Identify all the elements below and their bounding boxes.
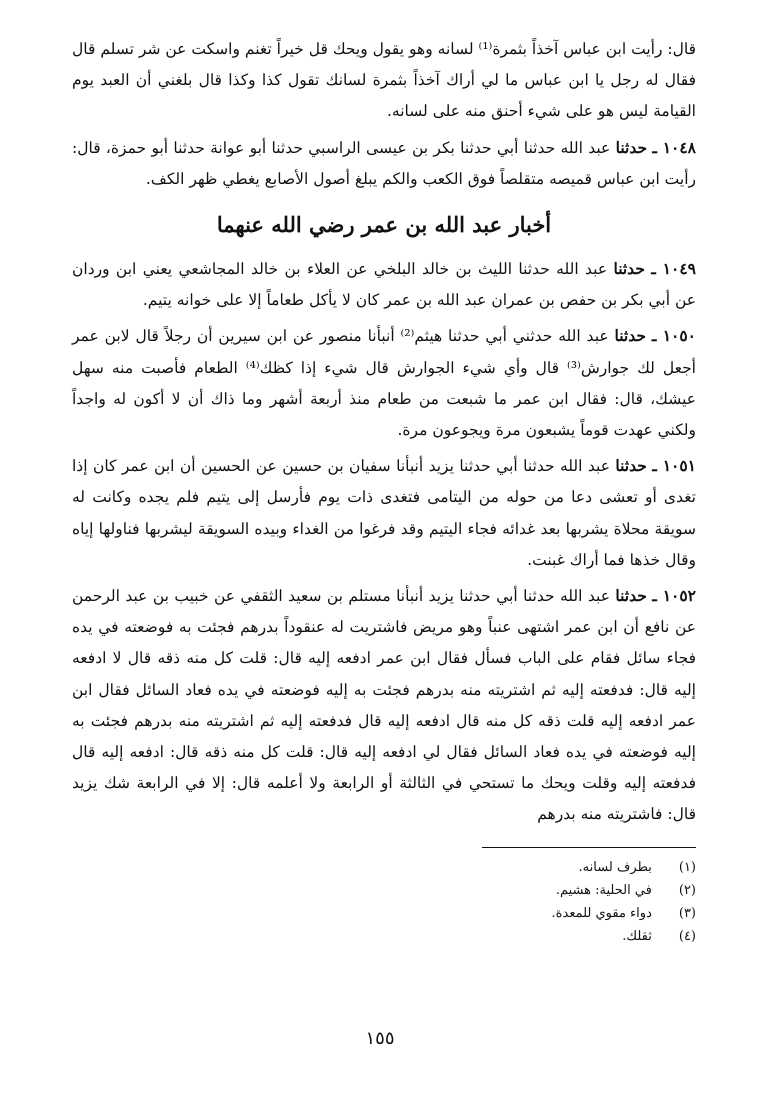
hadith-text: عبد الله حدثنا أبي حدثنا بكر بن عيسى الراسبي حدثنا أبو عوانة حدثنا أبو حمزة، قال: رأيت ابن عباس قميصه متقلصاً فوق الكعب والكم يبلغ أصول الأصابع يغطي ظهر الكف. xyxy=(72,138,696,188)
hadith-number: ١٠٤٩ ـ xyxy=(651,259,696,279)
hadith-keyword: حدثنا xyxy=(615,586,647,606)
footnote-number: (٤) xyxy=(678,928,696,944)
footnote-item xyxy=(72,879,696,902)
hadith-keyword: حدثنا xyxy=(615,456,647,476)
section-heading: أخبار عبد الله بن عمر رضي الله عنهما xyxy=(216,212,552,238)
hadith-1050 xyxy=(72,320,696,446)
hadith-text: عبد الله حدثنا الليث بن خالد البلخي عن العلاء بن خالد المجاشعي يعني ابن وردان عن أبي بكر بن حفص بن عمران عبد الله بن عمر كان لا يأكل طعاماً إلا على خوانه يتيم. xyxy=(72,260,696,310)
footnote-number: (٣) xyxy=(678,905,696,921)
hadith-keyword: حدثنا xyxy=(615,137,648,157)
hadith-1052 xyxy=(72,580,696,831)
footnotes xyxy=(72,856,696,948)
hadith-text: عبد الله حدثنا أبي حدثنا يزيد أنبأنا مستلم بن سعيد الثقفي عن خبيب بن عبد الرحمن عن نافع أن ابن عمر اشتهى عنباً وهو مريض فاشتريت له عنقوداً بدرهم فجئت به فوضعته في يده فجاء سائل فقام على الباب فسأل فقال ابن عمر ادفعه إليه قال: قلت كل منه ذقه قال لا ادفعه إليه قال: فدفعته إليه ثم اشتريته منه بدرهم فجئت به إليه فوضعته في يده فعاد السائل فقال ابن عمر ادفعه إليه قلت ذقه كل منه قال ادفعه إليه قال فدفعته إليه ثم اشتريته منه بدرهم فجئت به إليه فوضعته في يده فعاد السائل فقال لي ادفعه إليه قال: قلت كل منه ذقه قال: ادفعه إليه قال فدفعته إليه وقلت ويحك ما تستحي في الثالثة أو الرابعة ولا أعلمه قال: إلا في الرابعة شك يزيد قال: فاشتريته منه بدرهم xyxy=(72,587,696,824)
hadith-text: عبد الله حدثنا أبي حدثنا يزيد أنبأنا سفيان بن حسين عن الحسين أن ابن عمر كان إذا تغدى أو تعشى دعا من حوله من اليتامى فتغدى ذات يوم فأرسل إلى يتيم فلم يجده وكانت له سويقة محلاة يشربها بعد غدائه فجاء اليتيم وقد فرغوا من الغداء وبيده السويقة ليشربها فناولها إياه وقال خذها فما أراك غبنت. xyxy=(72,457,696,569)
hadith-1049 xyxy=(72,253,696,316)
hadith-number: ١٠٥٢ ـ xyxy=(652,586,697,606)
hadith-1051 xyxy=(72,450,696,576)
footnote-rule-wrap xyxy=(72,831,696,856)
footnote-item xyxy=(72,925,696,948)
footnote-text: بطرف لسانه. xyxy=(578,859,652,875)
paragraph-continuation xyxy=(72,34,696,128)
footnote-number: (٢) xyxy=(678,882,696,898)
footnote-text: دواء مقوي للمعدة. xyxy=(551,905,652,921)
hadith-1048 xyxy=(72,132,696,195)
hadith-number: ١٠٥٠ ـ xyxy=(651,326,696,346)
page-number: ١٥٥ xyxy=(365,1028,395,1049)
footnote-item xyxy=(72,856,696,879)
paragraph-text: قال: رأيت ابن عباس آخذاً بثمرة⁽¹⁾ لسانه وهو يقول ويحك قل خيراً تغنم واسكت عن شر تسلم قال فقال له رجل يا ابن عباس ما لي أراك آخذاً بثمرة لسانك تقول كذا وكذا قال بلغني أن العبد يوم القيامة ليس هو على شيء أحنق منه على لسانه. xyxy=(72,40,697,121)
footnote-item xyxy=(72,902,696,925)
hadith-keyword: حدثنا xyxy=(613,259,645,279)
hadith-number: ١٠٥١ ـ xyxy=(652,456,697,476)
hadith-keyword: حدثنا xyxy=(614,326,646,346)
hadith-text: عبد الله حدثني أبي حدثنا هيثم⁽²⁾ أنبأنا منصور عن ابن سيرين أن رجلاً قال لابن عمر أجعل لك جوارش⁽³⁾ قال وأي شيء الجوارش قال شيء إذا كظك⁽⁴⁾ الطعام فأصبت منه سهل عيشك، قال: فقال ابن عمر ما شبعت من طعام منذ أربعة أشهر وما ذاك أن لا أكون له واجداً ولكني عهدت قوماً يشبعون مرة ويجوعون مرة. xyxy=(72,327,696,440)
footnote-number: (١) xyxy=(678,859,696,875)
footnote-text: في الحلية: هشيم. xyxy=(555,882,652,898)
hadith-number: ١٠٤٨ ـ xyxy=(652,137,697,157)
footnote-text: ثقلك. xyxy=(622,928,652,944)
footnote-separator xyxy=(482,847,696,848)
